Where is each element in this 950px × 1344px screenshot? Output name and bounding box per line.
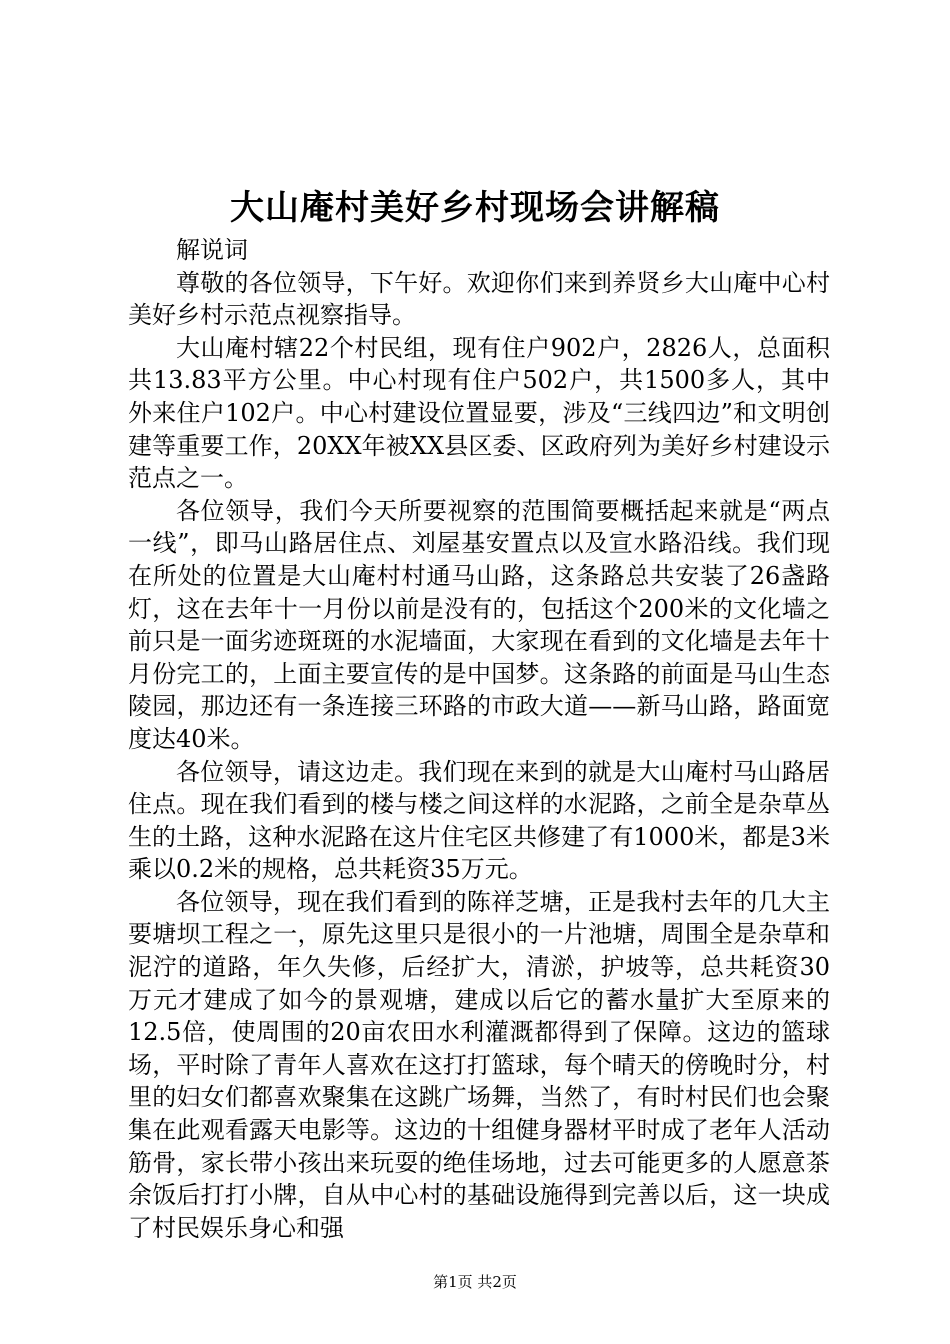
paragraph-village-overview: 大山庵村辖22个村民组，现有住户902户，2826人，总面积共13.83平方公里。中心村现有住户502户，共1500多人，其中外来住户102户。中心村建设位置显要，涉及“三线四边”和文明创建等重要工作，20XX年被XX县区委、区政府列为美好乡村建设示范点之一。 [128, 333, 830, 493]
page-footer: 第1页 共2页 [433, 1273, 517, 1291]
paragraph-subtitle: 解说词 [176, 236, 248, 264]
paragraph-mashan-road-site: 各位领导，请这边走。我们现在来到的就是大山庵村马山路居住点。现在我们看到的楼与楼之间这样的水泥路，之前全是杂草丛生的土路，这种水泥路在这片住宅区共修建了有1000米，都是3米乘以0.2米的规格，总共耗资35万元。 [128, 757, 830, 884]
document-body [128, 234, 830, 1244]
paragraph-pond-and-facilities: 各位领导，现在我们看到的陈祥芝塘，正是我村去年的几大主要塘坝工程之一，原先这里只是很小的一片池塘，周围全是杂草和泥泞的道路，年久失修，后经扩大，清淤，护坡等，总共耗资30万元才建成了如今的景观塘，建成以后它的蓄水量扩大至原来的12.5倍，使周围的20亩农田水利灌溉都得到了保障。这边的篮球场，平时除了青年人喜欢在这打打篮球，每个晴天的傍晚时分，村里的妇女们都喜欢聚集在这跳广场舞，当然了，有时村民们也会聚集在此观看露天电影等。这边的十组健身器材平时成了老年人活动筋骨，家长带小孩出来玩耍的绝佳场地，过去可能更多的人愿意茶余饭后打打小牌，自从中心村的基础设施得到完善以后，这一块成了村民娱乐身心和强 [128, 887, 830, 1242]
document-title: 大山庵村美好乡村现场会讲解稿 [230, 188, 720, 228]
paragraph-inspection-route: 各位领导，我们今天所要视察的范围简要概括起来就是“两点一线”，即马山路居住点、刘屋基安置点以及宣水路沿线。我们现在所处的位置是大山庵村村通马山路，这条路总共安装了26盏路灯，这在去年十一月份以前是没有的，包括这个200米的文化墙之前只是一面劣迹斑斑的水泥墙面，大家现在看到的文化墙是去年十月份完工的，上面主要宣传的是中国梦。这条路的前面是马山生态陵园，那边还有一条连接三环路的市政大道——新马山路，路面宽度达40米。 [128, 496, 830, 753]
paragraph-greeting: 尊敬的各位领导，下午好。欢迎你们来到养贤乡大山庵中心村美好乡村示范点视察指导。 [128, 268, 830, 330]
